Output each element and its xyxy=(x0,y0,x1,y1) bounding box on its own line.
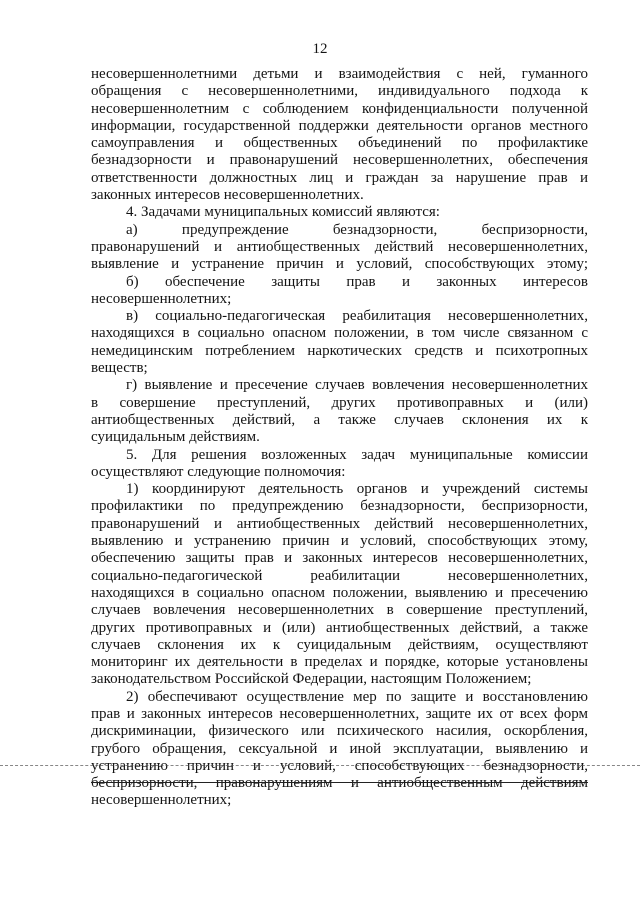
text-line: 2) обеспечивают осуществление мер по защите и восстановлению xyxy=(126,688,588,705)
text-line: законодательством Российской Федерации, настоящим Положением; xyxy=(91,671,532,688)
text-line: других противоправных и (или) антиобщественных действий, а также xyxy=(91,619,588,636)
text-line: выявлению и устранению причин и условий, способствующих этому, xyxy=(91,533,588,550)
text-line: грубого обращения, сексуальной и иной эксплуатации, выявлению и xyxy=(91,740,588,757)
text-line: а) предупреждение безнадзорности, беспризорности, xyxy=(126,221,588,238)
text-line: в совершение преступлений, других противоправных и (или) xyxy=(91,394,588,411)
text-line: социально-педагогической реабилитации несовершеннолетних, xyxy=(91,567,588,584)
text-line: мониторинг их деятельности в пределах и порядке, которые установлены xyxy=(91,654,588,671)
text-line: 4. Задачами муниципальных комиссий являются: xyxy=(126,204,440,221)
text-line: беспризорности, правонарушениям и антиобщественным действиям xyxy=(91,775,588,792)
text-line: находящихся в социально опасном положении, в том числе связанном с xyxy=(91,325,588,342)
text-line: в) социально-педагогическая реабилитация несовершеннолетних, xyxy=(126,308,588,325)
document-body xyxy=(91,66,588,810)
text-line: несовершеннолетним с соблюдением конфиденциальности полученной xyxy=(91,100,588,117)
text-line: осуществляют следующие полномочия: xyxy=(91,463,346,480)
text-line: антиобщественных действий, а также случаев склонения их к xyxy=(91,411,588,428)
text-line: устранению причин и условий, способствующих безнадзорности, xyxy=(91,757,588,774)
text-line: выявление и устранение причин и условий, способствующих этому; xyxy=(91,256,588,273)
text-line: случаев вовлечения несовершеннолетних в совершение преступлений, xyxy=(91,602,588,619)
text-line: суицидальным действиям. xyxy=(91,429,260,446)
text-line: безнадзорности и правонарушений несовершеннолетних, обеспечения xyxy=(91,152,588,169)
text-line: г) выявление и пресечение случаев вовлечения несовершеннолетних xyxy=(126,377,588,394)
text-line: прав и законных интересов несовершеннолетних, защите их от всех форм xyxy=(91,705,588,722)
text-line: ответственности должностных лиц и граждан за нарушение прав и xyxy=(91,169,588,186)
text-line: профилактики по предупреждению безнадзорности, беспризорности, xyxy=(91,498,588,515)
text-line: 5. Для решения возложенных задач муниципальные комиссии xyxy=(126,446,588,463)
text-line: правонарушений и антиобщественных действий несовершеннолетних, xyxy=(91,515,588,532)
text-line: дискриминации, физического или психического насилия, оскорбления, xyxy=(91,723,588,740)
text-line: самоуправления и общественных объединений по профилактике xyxy=(91,135,588,152)
text-line: 1) координируют деятельность органов и учреждений системы xyxy=(126,481,588,498)
text-line: обеспечению защиты прав и законных интересов несовершеннолетних, xyxy=(91,550,588,567)
scan-artifact-line xyxy=(0,765,640,767)
text-line: несовершеннолетних; xyxy=(91,290,232,307)
text-line: находящихся в социально опасном положении, выявлению и пресечению xyxy=(91,584,588,601)
text-line: информации, государственной поддержки деятельности органов местного xyxy=(91,117,588,134)
text-line: законных интересов несовершеннолетних. xyxy=(91,187,364,204)
text-line: б) обеспечение защиты прав и законных интересов xyxy=(126,273,588,290)
text-line: несовершеннолетних; xyxy=(91,792,232,809)
text-line: несовершеннолетними детьми и взаимодействия с ней, гуманного xyxy=(91,66,588,82)
text-line: обращения с несовершеннолетними, индивидуального подхода к xyxy=(91,83,588,100)
text-line: немедицинским потреблением наркотических средств и психотропных xyxy=(91,342,588,359)
text-line: веществ; xyxy=(91,360,148,377)
page-number: 12 xyxy=(312,41,328,57)
text-line: случаев склонения их к суицидальным действиям, осуществляют xyxy=(91,636,588,653)
text-line: правонарушений и антиобщественных действий несовершеннолетних, xyxy=(91,238,588,255)
